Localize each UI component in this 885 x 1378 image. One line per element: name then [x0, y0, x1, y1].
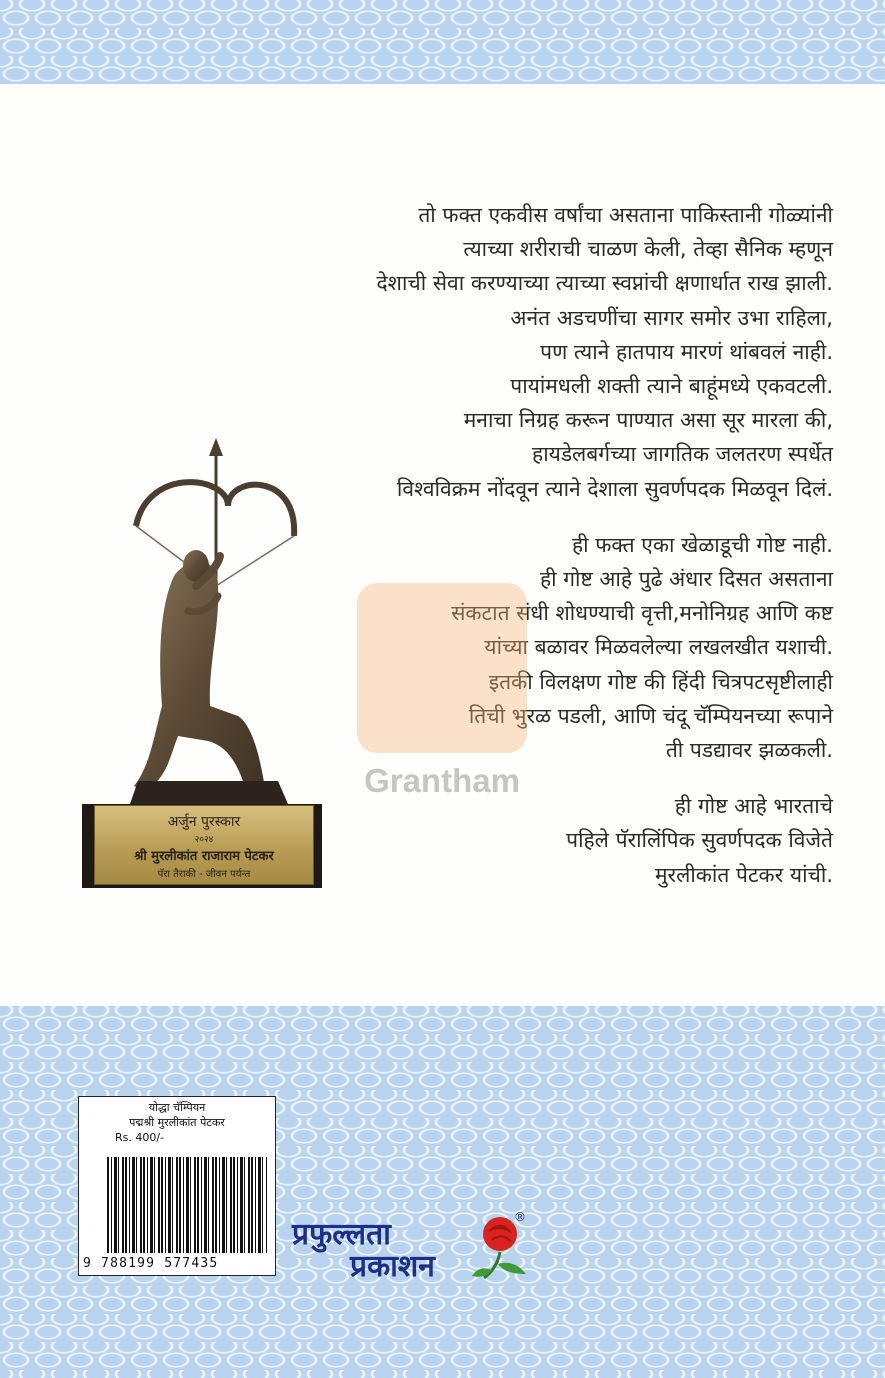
- synopsis-line: यांच्या बळावर मिळवलेल्या लखलखीत यशाची.: [484, 635, 833, 660]
- isbn-number: 9 788199 577435: [83, 1256, 219, 1271]
- barcode-book-title: योद्धा चॅम्पियन: [148, 1101, 206, 1114]
- synopsis-line: ही गोष्ट आहे भारताचे: [674, 794, 833, 819]
- grantham-watermark-logo: [357, 583, 527, 753]
- plaque-year: २०२४: [194, 835, 214, 845]
- barcode-author: पद्मश्री मुरलीकांत पेटकर: [129, 1116, 225, 1129]
- plaque-category: पॅरा तैराकी - जीवन पर्यन्त: [157, 869, 251, 880]
- synopsis-line: देशाची सेवा करण्याच्या त्याच्या स्वप्नांची क्षणार्धात राख झाली.: [376, 271, 833, 296]
- synopsis-line: अनंत अडचणींचा सागर समोर उभा राहिला,: [510, 305, 833, 330]
- barcode-price: Rs. 400/-: [115, 1131, 165, 1144]
- synopsis-line: हायडेलबर्गच्या जागतिक जलतरण स्पर्धेत: [532, 442, 833, 467]
- synopsis-line: विश्वविक्रम नोंदवून त्याने देशाला सुवर्णपदक मिळवून दिलं.: [396, 476, 833, 501]
- trophy-plaque: [94, 805, 314, 885]
- synopsis-line: तो फक्त एकवीस वर्षांचा असताना पाकिस्तानी गोळ्यांनी: [418, 203, 833, 227]
- synopsis-line: तिची भुरळ पडली, आणि चंदू चॅम्पियनच्या रूपाने: [468, 703, 833, 728]
- publisher-name-line1: प्रफुल्लता: [292, 1217, 391, 1252]
- synopsis-line: इतकी विलक्षण गोष्ट की हिंदी चित्रपटसृष्टीलाही: [488, 669, 833, 694]
- barcode-bars: [107, 1157, 267, 1253]
- barcode-price-box: [78, 1096, 276, 1276]
- synopsis-line: पण त्याने हातपाय मारणं थांबवलं नाही.: [540, 339, 833, 364]
- synopsis-line: त्याच्या शरीराची चाळण केली, तेव्हा सैनिक म्हणून: [463, 237, 833, 262]
- plaque-name: श्री मुरलीकांत राजाराम पेटकर: [134, 849, 274, 864]
- grantham-watermark-text: Grantham: [364, 762, 520, 799]
- synopsis-line: ही गोष्ट आहे पुढे अंधार दिसत असताना: [539, 567, 833, 592]
- registered-mark: ®: [514, 1210, 526, 1224]
- top-wave-pattern: [0, 0, 885, 84]
- synopsis-line: मुरलीकांत पेटकर यांची.: [654, 862, 833, 887]
- synopsis-line: ही फक्त एका खेळाडूची गोष्ट नाही.: [571, 532, 833, 557]
- plaque-award: अर्जुन पुरस्कार: [167, 814, 241, 830]
- synopsis-line: संकटात संधी शोधण्याची वृत्ती,मनोनिग्रह आणि कष्ट: [451, 601, 833, 626]
- synopsis-line: मनाचा निग्रह करून पाण्यात असा सूर मारला की,: [463, 408, 833, 433]
- synopsis-line: ती पडद्यावर झळकली.: [665, 738, 833, 763]
- publisher-logo: [292, 1218, 482, 1286]
- synopsis-line: पहिले पॅरालिंपिक सुवर्णपदक विजेते: [566, 828, 833, 853]
- publisher-name-line2: प्रकाशन: [350, 1249, 435, 1284]
- synopsis-line: पायांमधली शक्ती त्याने बाहूंमध्ये एकवटली.: [510, 374, 833, 399]
